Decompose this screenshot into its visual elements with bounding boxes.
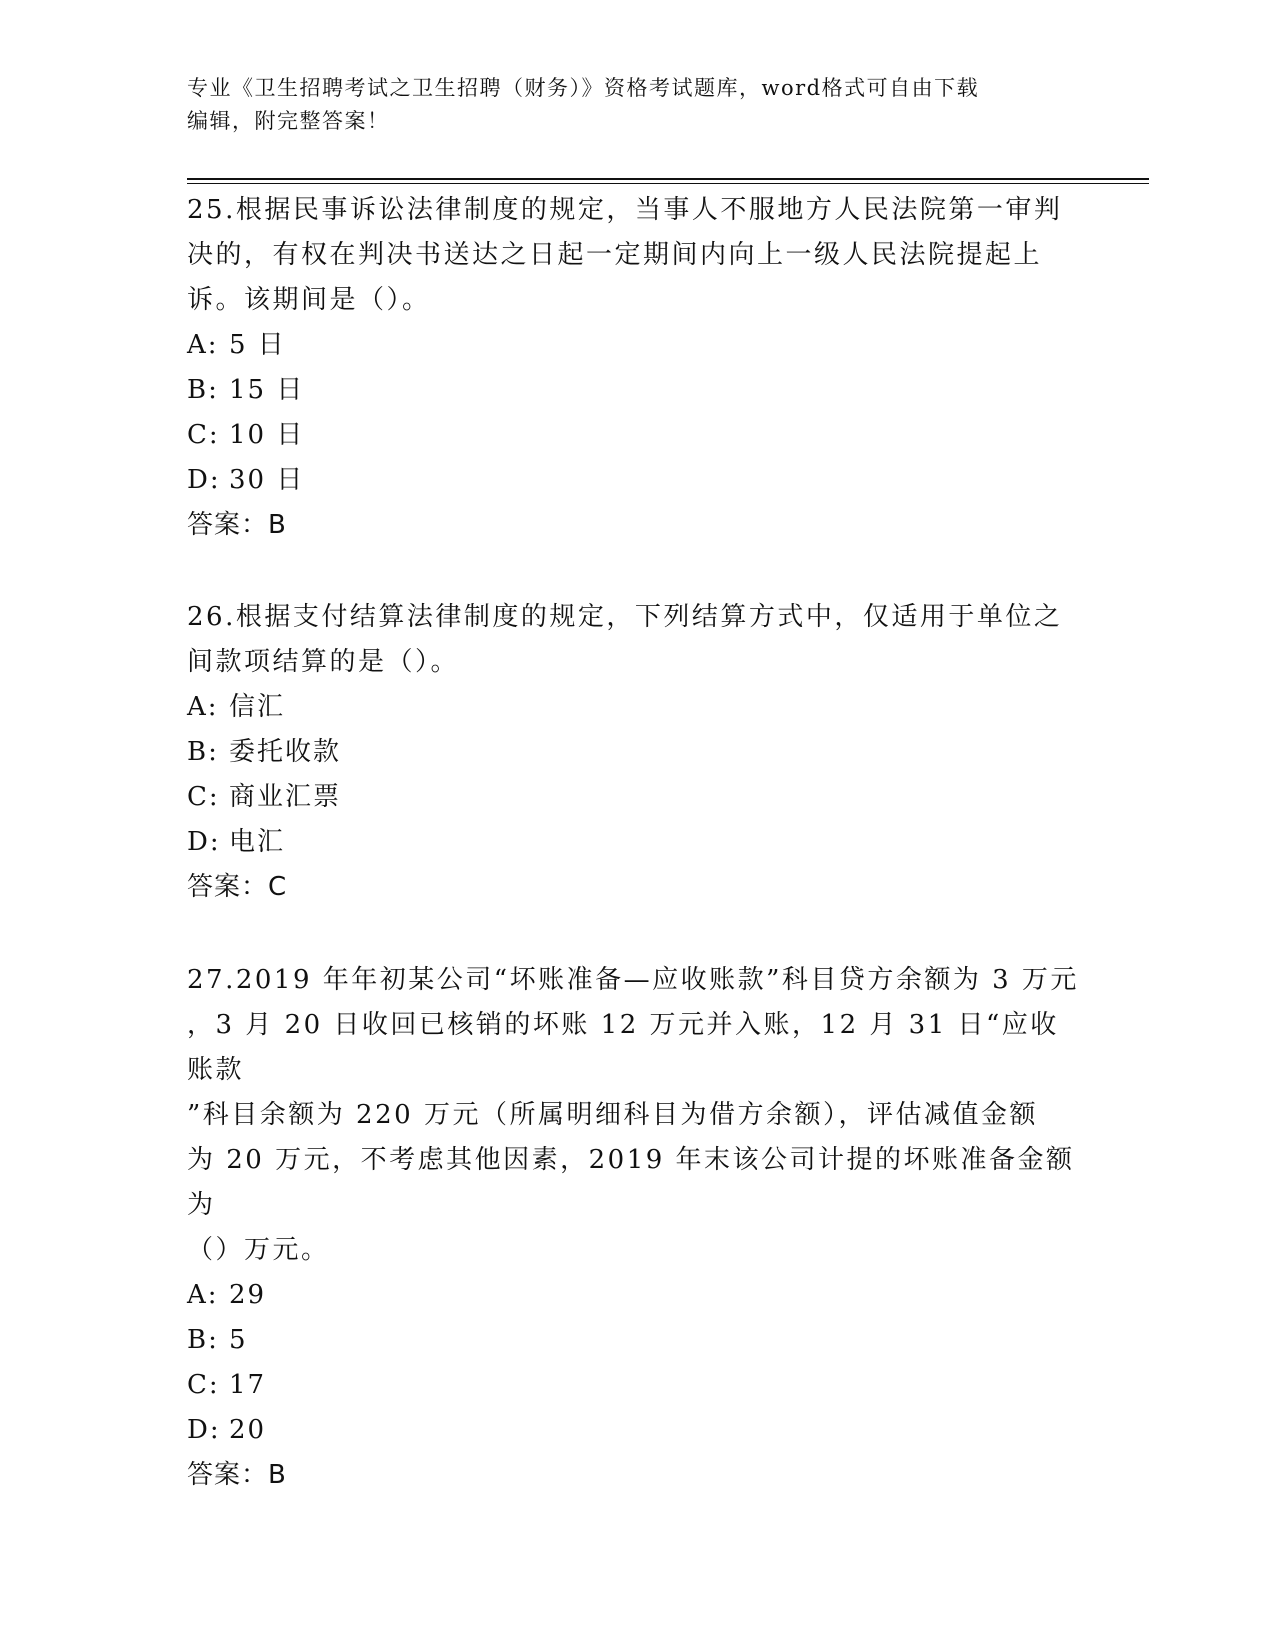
- question-stem: [187, 958, 1082, 1273]
- answer-line: 答案：B: [187, 510, 287, 540]
- header-divider-thick: [187, 178, 1149, 180]
- option-letter: B:: [187, 375, 219, 405]
- option-text: 29: [229, 1280, 267, 1310]
- stem-line: 27.2019 年年初某公司“坏账准备—应收账款”科目贷方余额为 3 万元: [187, 965, 1079, 995]
- option-a: [187, 323, 1082, 368]
- option-text: 20: [229, 1415, 267, 1445]
- option-text: 5: [229, 1325, 248, 1355]
- option-text: 10 日: [229, 420, 305, 450]
- option-d: [187, 1408, 1082, 1453]
- option-letter: C:: [187, 420, 220, 450]
- document-header: [187, 72, 1067, 138]
- option-b: [187, 368, 1082, 413]
- stem-line: ，3 月 20 日收回已核销的坏账 12 万元并入账，12 月 31 日“应收账款: [187, 1010, 1059, 1085]
- option-letter: B:: [187, 737, 219, 767]
- option-text: 5 日: [229, 330, 286, 360]
- option-d: [187, 820, 1082, 865]
- stem-line: 为 20 万元，不考虑其他因素，2019 年末该公司计提的坏账准备金额为: [187, 1145, 1075, 1220]
- option-text: 电汇: [229, 827, 286, 857]
- option-c: [187, 413, 1082, 458]
- option-text: 30 日: [229, 465, 305, 495]
- option-letter: A:: [187, 1280, 219, 1310]
- stem-line: 诉。该期间是（）。: [187, 285, 431, 315]
- question-26: [187, 595, 1082, 910]
- question-25: [187, 188, 1082, 548]
- stem-line: 决的，有权在判决书送达之日起一定期间内向上一级人民法院提起上: [187, 240, 1043, 270]
- answer-line: 答案：C: [187, 872, 288, 902]
- option-c: [187, 1363, 1082, 1408]
- question-stem: [187, 595, 1082, 685]
- header-divider-thin: [187, 183, 1149, 184]
- stem-line: ”科目余额为 220 万元（所属明细科目为借方余额），评估减值金额: [187, 1100, 1038, 1130]
- option-text: 15 日: [229, 375, 305, 405]
- option-letter: D:: [187, 827, 221, 857]
- option-text: 信汇: [229, 692, 286, 722]
- option-letter: C:: [187, 782, 220, 812]
- header-line-2: 编辑，附完整答案！: [187, 109, 390, 133]
- option-a: [187, 685, 1082, 730]
- stem-line: 25.根据民事诉讼法律制度的规定，当事人不服地方人民法院第一审判: [187, 195, 1063, 225]
- stem-line: （）万元。: [187, 1235, 330, 1265]
- option-b: [187, 730, 1082, 775]
- option-text: 委托收款: [229, 737, 342, 767]
- option-letter: D:: [187, 465, 221, 495]
- answer-line: 答案：B: [187, 1460, 287, 1490]
- option-a: [187, 1273, 1082, 1318]
- question-27: [187, 958, 1082, 1498]
- stem-line: 26.根据支付结算法律制度的规定，下列结算方式中，仅适用于单位之: [187, 602, 1063, 632]
- option-d: [187, 458, 1082, 503]
- option-b: [187, 1318, 1082, 1363]
- question-stem: [187, 188, 1082, 323]
- option-letter: C:: [187, 1370, 220, 1400]
- option-letter: D:: [187, 1415, 221, 1445]
- option-c: [187, 775, 1082, 820]
- option-text: 17: [229, 1370, 267, 1400]
- option-letter: B:: [187, 1325, 219, 1355]
- option-letter: A:: [187, 330, 219, 360]
- option-letter: A:: [187, 692, 219, 722]
- header-line-1: 专业《卫生招聘考试之卫生招聘（财务）》资格考试题库，word格式可自由下载: [187, 76, 980, 100]
- option-text: 商业汇票: [229, 782, 342, 812]
- stem-line: 间款项结算的是（）。: [187, 647, 460, 677]
